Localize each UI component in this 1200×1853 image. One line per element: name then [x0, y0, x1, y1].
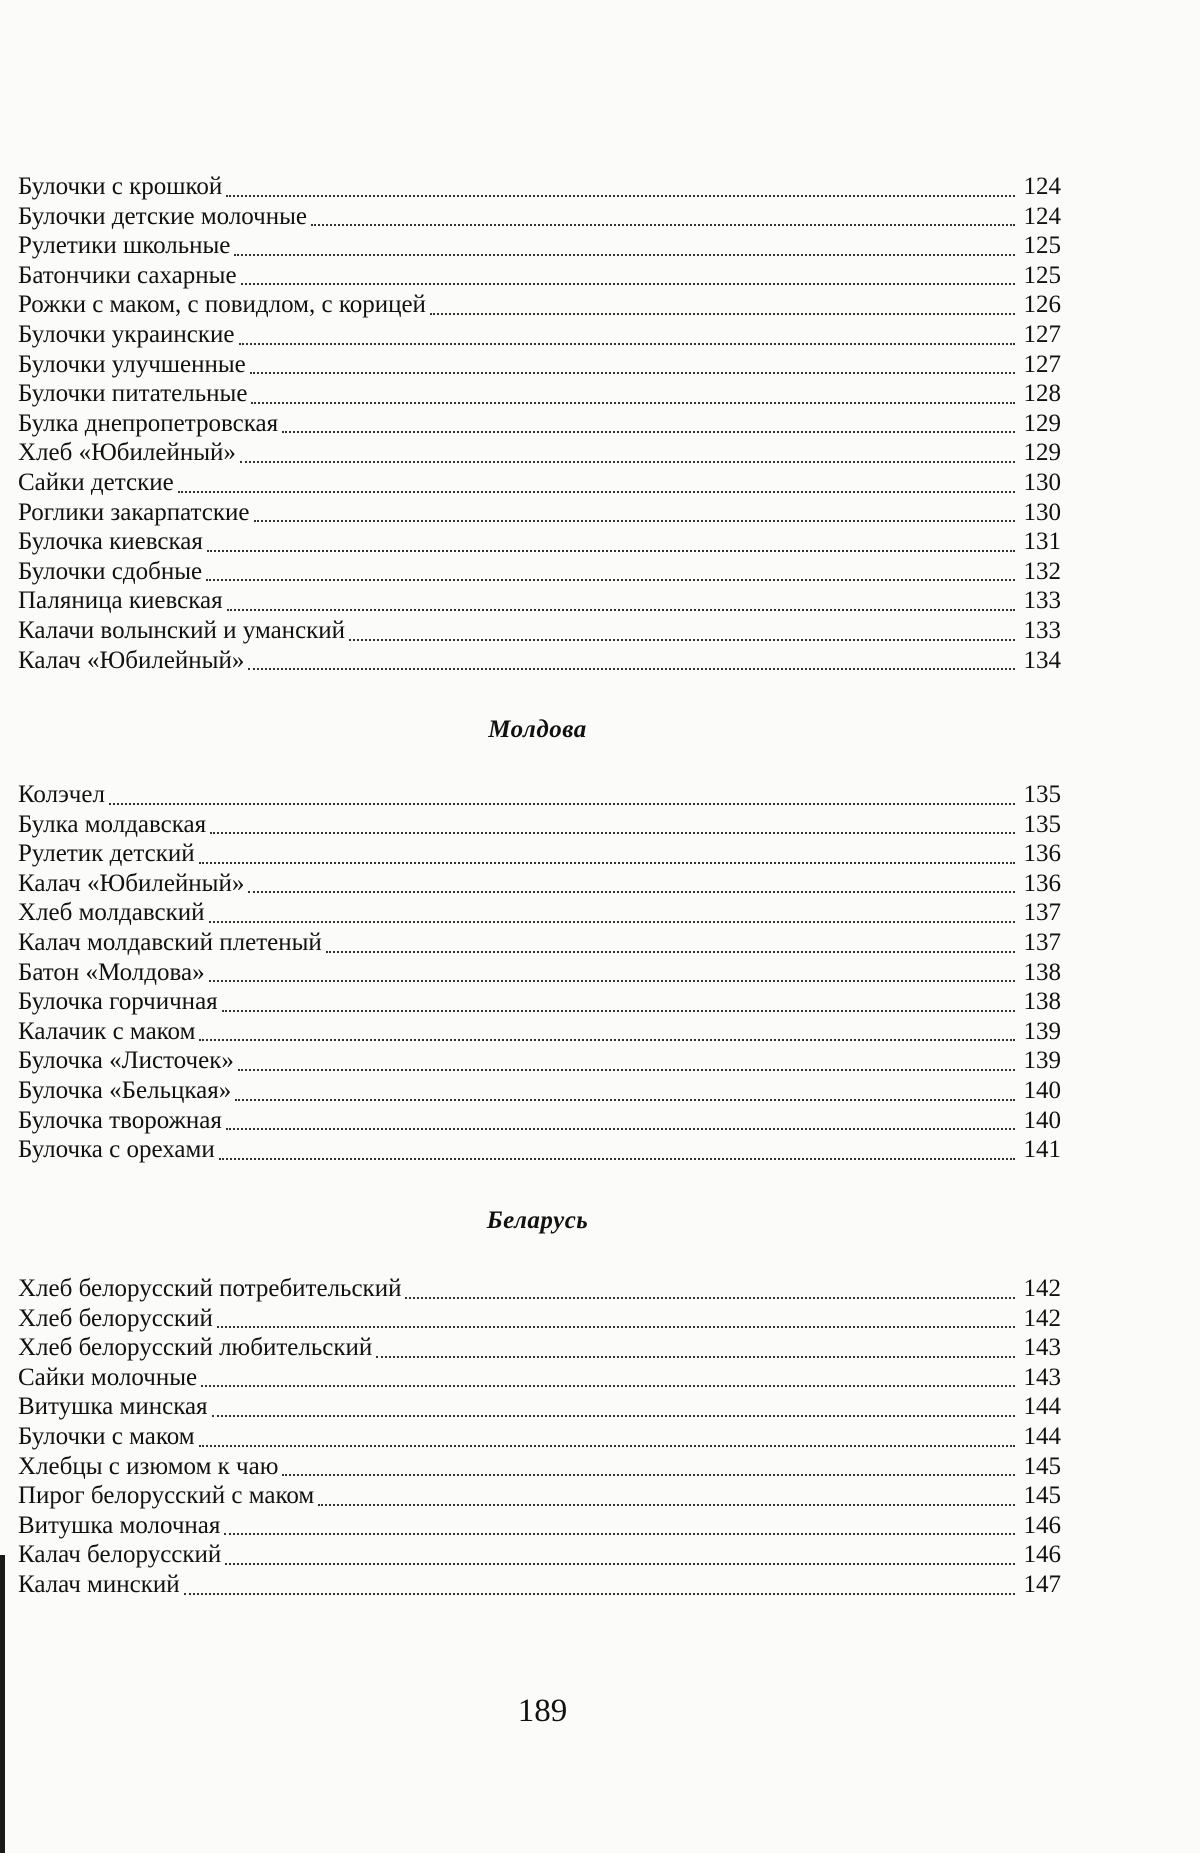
toc-entry	[18, 1106, 1061, 1136]
toc-entry-title: Калач минский	[18, 1570, 182, 1600]
toc-entry	[18, 810, 1061, 840]
toc-entry-title: Батон «Молдова»	[18, 958, 207, 988]
toc-entry-title: Булочки с крошкой	[18, 172, 224, 202]
toc-entry-page: 143	[1017, 1333, 1061, 1363]
toc-entry-page: 144	[1017, 1422, 1061, 1452]
toc-entry-page: 146	[1017, 1511, 1061, 1541]
toc-entry-page: 127	[1017, 320, 1061, 350]
toc-dot-leader	[109, 803, 1015, 805]
toc-entry-page: 139	[1017, 1017, 1061, 1047]
toc-entry	[18, 350, 1061, 380]
section-heading-moldova: Молдова	[0, 716, 1075, 744]
toc-dot-leader	[234, 254, 1015, 256]
toc-entry-page: 138	[1017, 958, 1061, 988]
toc-entry-title: Хлеб «Юбилейный»	[18, 438, 238, 468]
toc-entry-page: 145	[1017, 1452, 1061, 1482]
toc-entry	[18, 527, 1061, 557]
toc-entry-title: Калач «Юбилейный»	[18, 646, 246, 676]
toc-entry	[18, 498, 1061, 528]
toc-entry-page: 125	[1017, 231, 1061, 261]
toc-entry	[18, 928, 1061, 958]
toc-entry-title: Булочки сдобные	[18, 557, 204, 587]
toc-section-belarus	[18, 1274, 1061, 1600]
toc-entry	[18, 1017, 1061, 1047]
toc-dot-leader	[238, 1069, 1015, 1071]
toc-dot-leader	[178, 491, 1015, 493]
toc-dot-leader	[184, 1593, 1015, 1595]
toc-dot-leader	[206, 579, 1015, 581]
toc-entry	[18, 320, 1061, 350]
toc-dot-leader	[199, 862, 1015, 864]
toc-entry-page: 129	[1017, 438, 1061, 468]
toc-dot-leader	[241, 283, 1015, 285]
toc-entry-page: 137	[1017, 928, 1061, 958]
toc-entry-title: Булочка «Бельцкая»	[18, 1076, 233, 1106]
toc-entry	[18, 261, 1061, 291]
toc-entry-title: Витушка молочная	[18, 1511, 222, 1541]
toc-entry-title: Калачи волынский и уманский	[18, 616, 347, 646]
toc-dot-leader	[224, 1533, 1015, 1535]
toc-entry	[18, 839, 1061, 869]
toc-entry-page: 142	[1017, 1274, 1061, 1304]
toc-dot-leader	[235, 1099, 1015, 1101]
toc-entry	[18, 290, 1061, 320]
toc-entry	[18, 1511, 1061, 1541]
toc-dot-leader	[251, 402, 1015, 404]
toc-entry-title: Витушка минская	[18, 1392, 210, 1422]
toc-entry	[18, 1046, 1061, 1076]
toc-entry	[18, 1135, 1061, 1165]
toc-entry-title: Паляница киевская	[18, 586, 225, 616]
toc-dot-leader	[226, 195, 1015, 197]
toc-entry-page: 140	[1017, 1076, 1061, 1106]
toc-entry-page: 139	[1017, 1046, 1061, 1076]
toc-entry-page: 136	[1017, 869, 1061, 899]
toc-dot-leader	[212, 1415, 1015, 1417]
toc-entry-page: 140	[1017, 1106, 1061, 1136]
toc-entry	[18, 557, 1061, 587]
toc-entry	[18, 1540, 1061, 1570]
toc-dot-leader	[225, 1563, 1015, 1565]
section-heading-belarus: Беларусь	[0, 1207, 1075, 1235]
toc-entry-page: 135	[1017, 810, 1061, 840]
toc-dot-leader	[227, 609, 1015, 611]
toc-entry-title: Булка днепропетровская	[18, 409, 280, 439]
toc-entry-title: Калач белорусский	[18, 1540, 223, 1570]
toc-entry	[18, 898, 1061, 928]
toc-dot-leader	[405, 1297, 1015, 1299]
toc-entry-title: Рожки с маком, с повидлом, с корицей	[18, 290, 428, 320]
toc-entry-page: 130	[1017, 498, 1061, 528]
toc-entry	[18, 1392, 1061, 1422]
toc-dot-leader	[209, 921, 1015, 923]
toc-entry-page: 147	[1017, 1570, 1061, 1600]
toc-dot-leader	[201, 1385, 1015, 1387]
toc-entry-page: 127	[1017, 350, 1061, 380]
toc-dot-leader	[207, 550, 1015, 552]
toc-entry-page: 124	[1017, 202, 1061, 232]
toc-dot-leader	[222, 1010, 1015, 1012]
toc-entry-title: Булочка «Листочек»	[18, 1046, 236, 1076]
toc-entry	[18, 409, 1061, 439]
toc-dot-leader	[210, 832, 1015, 834]
toc-entry	[18, 1422, 1061, 1452]
toc-dot-leader	[318, 1504, 1015, 1506]
toc-dot-leader	[217, 1326, 1015, 1328]
toc-entry-page: 131	[1017, 527, 1061, 557]
toc-entry-title: Булочки с маком	[18, 1422, 197, 1452]
toc-entry	[18, 987, 1061, 1017]
toc-entry-page: 146	[1017, 1540, 1061, 1570]
toc-dot-leader	[199, 1039, 1015, 1041]
toc-entry	[18, 780, 1061, 810]
toc-entry-page: 124	[1017, 172, 1061, 202]
toc-entry-title: Булка молдавская	[18, 810, 208, 840]
toc-entry-page: 129	[1017, 409, 1061, 439]
toc-entry-page: 130	[1017, 468, 1061, 498]
toc-dot-leader	[239, 343, 1015, 345]
toc-dot-leader	[376, 1356, 1015, 1358]
toc-entry	[18, 869, 1061, 899]
toc-entry-page: 126	[1017, 290, 1061, 320]
toc-dot-leader	[430, 313, 1015, 315]
toc-entry	[18, 1304, 1061, 1334]
toc-dot-leader	[226, 1128, 1015, 1130]
toc-entry-title: Булочки питательные	[18, 379, 249, 409]
toc-entry-page: 142	[1017, 1304, 1061, 1334]
toc-entry	[18, 1570, 1061, 1600]
toc-entry	[18, 1452, 1061, 1482]
toc-dot-leader	[326, 951, 1015, 953]
toc-entry-page: 138	[1017, 987, 1061, 1017]
toc-entry-page: 128	[1017, 379, 1061, 409]
toc-entry-title: Хлеб белорусский	[18, 1304, 215, 1334]
toc-entry-title: Булочка творожная	[18, 1106, 224, 1136]
toc-dot-leader	[209, 980, 1015, 982]
toc-entry-title: Булочки детские молочные	[18, 202, 309, 232]
toc-entry-title: Рулетики школьные	[18, 231, 232, 261]
toc-dot-leader	[349, 639, 1015, 641]
toc-entry-title: Булочка с орехами	[18, 1135, 217, 1165]
toc-dot-leader	[240, 461, 1015, 463]
toc-entry-title: Сайки молочные	[18, 1363, 199, 1393]
toc-entry-page: 141	[1017, 1135, 1061, 1165]
toc-entry-title: Рулетик детский	[18, 839, 197, 869]
toc-entry	[18, 958, 1061, 988]
toc-entry-title: Хлеб молдавский	[18, 898, 207, 928]
toc-entry-title: Пирог белорусский с маком	[18, 1481, 316, 1511]
toc-dot-leader	[248, 668, 1015, 670]
toc-entry	[18, 1481, 1061, 1511]
toc-entry-title: Роглики закарпатские	[18, 498, 252, 528]
toc-dot-leader	[199, 1445, 1015, 1447]
toc-entry-title: Хлеб белорусский любительский	[18, 1333, 374, 1363]
page-number: 189	[0, 1693, 1085, 1730]
toc-entry	[18, 231, 1061, 261]
toc-entry-page: 125	[1017, 261, 1061, 291]
toc-entry-title: Калачик с маком	[18, 1017, 197, 1047]
toc-entry-title: Калач молдавский плетеный	[18, 928, 324, 958]
toc-entry-page: 132	[1017, 557, 1061, 587]
toc-entry-title: Хлебцы с изюмом к чаю	[18, 1452, 280, 1482]
toc-dot-leader	[282, 1474, 1015, 1476]
toc-entry-page: 145	[1017, 1481, 1061, 1511]
toc-entry-title: Булочки улучшенные	[18, 350, 248, 380]
toc-entry-title: Колэчел	[18, 780, 107, 810]
toc-dot-leader	[250, 372, 1015, 374]
toc-entry	[18, 438, 1061, 468]
toc-entry-page: 133	[1017, 586, 1061, 616]
toc-dot-leader	[311, 224, 1015, 226]
toc-dot-leader	[254, 520, 1015, 522]
toc-entry-title: Калач «Юбилейный»	[18, 869, 246, 899]
toc-entry	[18, 172, 1061, 202]
toc-dot-leader	[219, 1158, 1015, 1160]
toc-entry-title: Батончики сахарные	[18, 261, 239, 291]
toc-dot-leader	[282, 431, 1015, 433]
toc-entry-title: Булочки украинские	[18, 320, 237, 350]
toc-entry-page: 135	[1017, 780, 1061, 810]
toc-entry-page: 133	[1017, 616, 1061, 646]
toc-dot-leader	[248, 891, 1015, 893]
toc-entry-title: Хлеб белорусский потребительский	[18, 1274, 403, 1304]
toc-entry	[18, 468, 1061, 498]
toc-entry-page: 134	[1017, 646, 1061, 676]
toc-section-ukraine-continued	[18, 172, 1061, 675]
toc-entry	[18, 616, 1061, 646]
toc-entry	[18, 646, 1061, 676]
toc-entry-page: 144	[1017, 1392, 1061, 1422]
toc-entry	[18, 1274, 1061, 1304]
toc-entry-title: Булочка горчичная	[18, 987, 220, 1017]
toc-entry-page: 136	[1017, 839, 1061, 869]
toc-entry-page: 143	[1017, 1363, 1061, 1393]
toc-entry	[18, 379, 1061, 409]
toc-entry	[18, 586, 1061, 616]
toc-section-moldova	[18, 780, 1061, 1165]
toc-entry	[18, 1076, 1061, 1106]
toc-entry-title: Сайки детские	[18, 468, 176, 498]
toc-entry	[18, 1333, 1061, 1363]
toc-entry	[18, 1363, 1061, 1393]
toc-entry-page: 137	[1017, 898, 1061, 928]
toc-entry-title: Булочка киевская	[18, 527, 205, 557]
toc-entry	[18, 202, 1061, 232]
